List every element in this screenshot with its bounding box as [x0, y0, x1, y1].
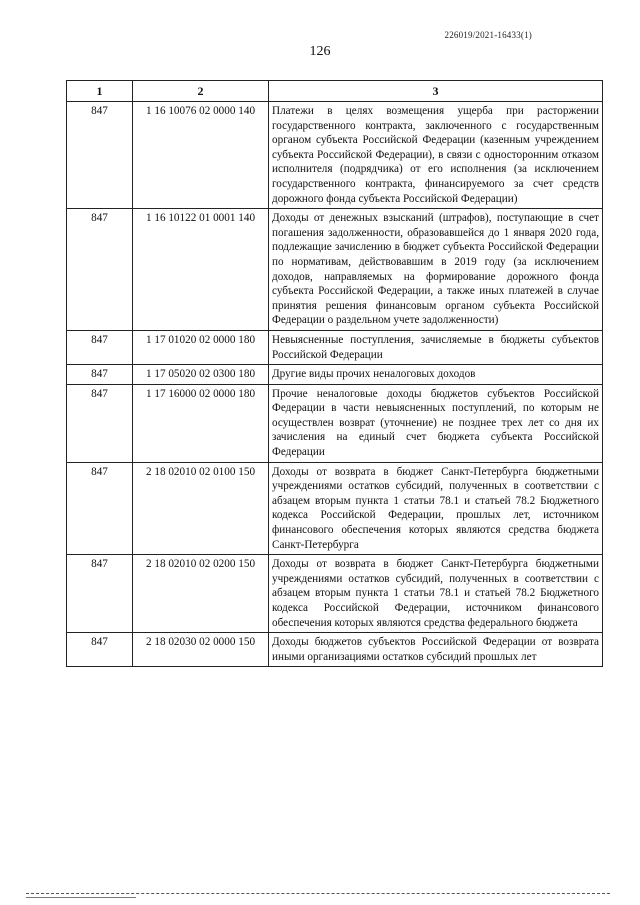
budget-code-cell: 2 18 02010 02 0200 150: [133, 555, 269, 633]
admin-code-cell: 847: [67, 209, 133, 331]
table-header-row: [67, 81, 603, 102]
table-row: [67, 462, 603, 555]
footer-separator: [26, 893, 610, 894]
budget-code-cell: 2 18 02010 02 0100 150: [133, 462, 269, 555]
table-row: [67, 102, 603, 209]
budget-code-cell: 1 17 16000 02 0000 180: [133, 384, 269, 462]
table-row: [67, 209, 603, 331]
admin-code-cell: 847: [67, 365, 133, 385]
description-cell: Невыясненные поступления, зачисляемые в бюджеты субъектов Российской Федерации: [269, 330, 603, 364]
admin-code-cell: 847: [67, 384, 133, 462]
admin-code-cell: 847: [67, 555, 133, 633]
page-number: 126: [309, 44, 331, 59]
table-row: [67, 555, 603, 633]
budget-code-cell: 1 17 05020 02 0300 180: [133, 365, 269, 385]
admin-code-cell: 847: [67, 102, 133, 209]
description-cell: Другие виды прочих неналоговых доходов: [269, 365, 603, 385]
table-row: [67, 365, 603, 385]
description-cell: Доходы бюджетов субъектов Российской Федерации от возврата иными организациями остатков субсидий прошлых лет: [269, 633, 603, 667]
table-row: [67, 384, 603, 462]
footer-rule: [26, 897, 136, 898]
admin-code-cell: 847: [67, 462, 133, 555]
budget-code-cell: 1 16 10076 02 0000 140: [133, 102, 269, 209]
description-cell: Доходы от возврата в бюджет Санкт-Петербурга бюджетными учреждениями остатков субсидий, полученных в соответствии с абзацем вторым пункта 1 статьи 78.1 и статьей 78.2 Бюджетного кодекса Российской Федерации, прошлых лет, источником финансового обеспечения которых являются средства бюджета Санкт-Петербурга: [269, 462, 603, 555]
description-cell: Доходы от денежных взысканий (штрафов), поступающие в счет погашения задолженности, образовавшейся до 1 января 2020 года, подлежащие зачислению в бюджет субъекта Российской Федерации по нормативам, действовавшим в 2019 году (за исключением доходов, направляемых на формирование дорожного фонда субъекта Российской Федерации, а также иных платежей в случае принятия решения финансовым органом субъекта Российской Федерации о раздельном учете задолженности): [269, 209, 603, 331]
description-cell: Платежи в целях возмещения ущерба при расторжении государственного контракта, заключенного с государственным органом субъекта Российской Федерации (казенным учреждением субъекта Российской Федерации), в связи с односторонним отказом исполнителя (подрядчика) от его исполнения (за исключением государственного контракта, финансируемого за счет средств дорожного фонда субъекта Российской Федерации): [269, 102, 603, 209]
budget-code-cell: 1 17 01020 02 0000 180: [133, 330, 269, 364]
table-row: [67, 633, 603, 667]
admin-code-cell: 847: [67, 330, 133, 364]
description-cell: Прочие неналоговые доходы бюджетов субъектов Российской Федерации в части невыясненных поступлений, по которым не осуществлен возврат (уточнение) не позднее трех лет со дня их зачисления на единый счет бюджета субъекта Российской Федерации: [269, 384, 603, 462]
document-id: 226019/2021-16433(1): [444, 30, 532, 40]
column-header-2: 2: [133, 81, 269, 102]
budget-code-cell: 1 16 10122 01 0001 140: [133, 209, 269, 331]
description-cell: Доходы от возврата в бюджет Санкт-Петербурга бюджетными учреждениями остатков субсидий, полученных в соответствии с абзацем вторым пункта 1 статьи 78.1 и статьей 78.2 Бюджетного кодекса Российской Федерации, источником финансового обеспечения которых являются средства федерального бюджета: [269, 555, 603, 633]
column-header-3: 3: [269, 81, 603, 102]
revenue-codes-table: [66, 80, 603, 667]
table-row: [67, 330, 603, 364]
admin-code-cell: 847: [67, 633, 133, 667]
budget-code-cell: 2 18 02030 02 0000 150: [133, 633, 269, 667]
column-header-1: 1: [67, 81, 133, 102]
